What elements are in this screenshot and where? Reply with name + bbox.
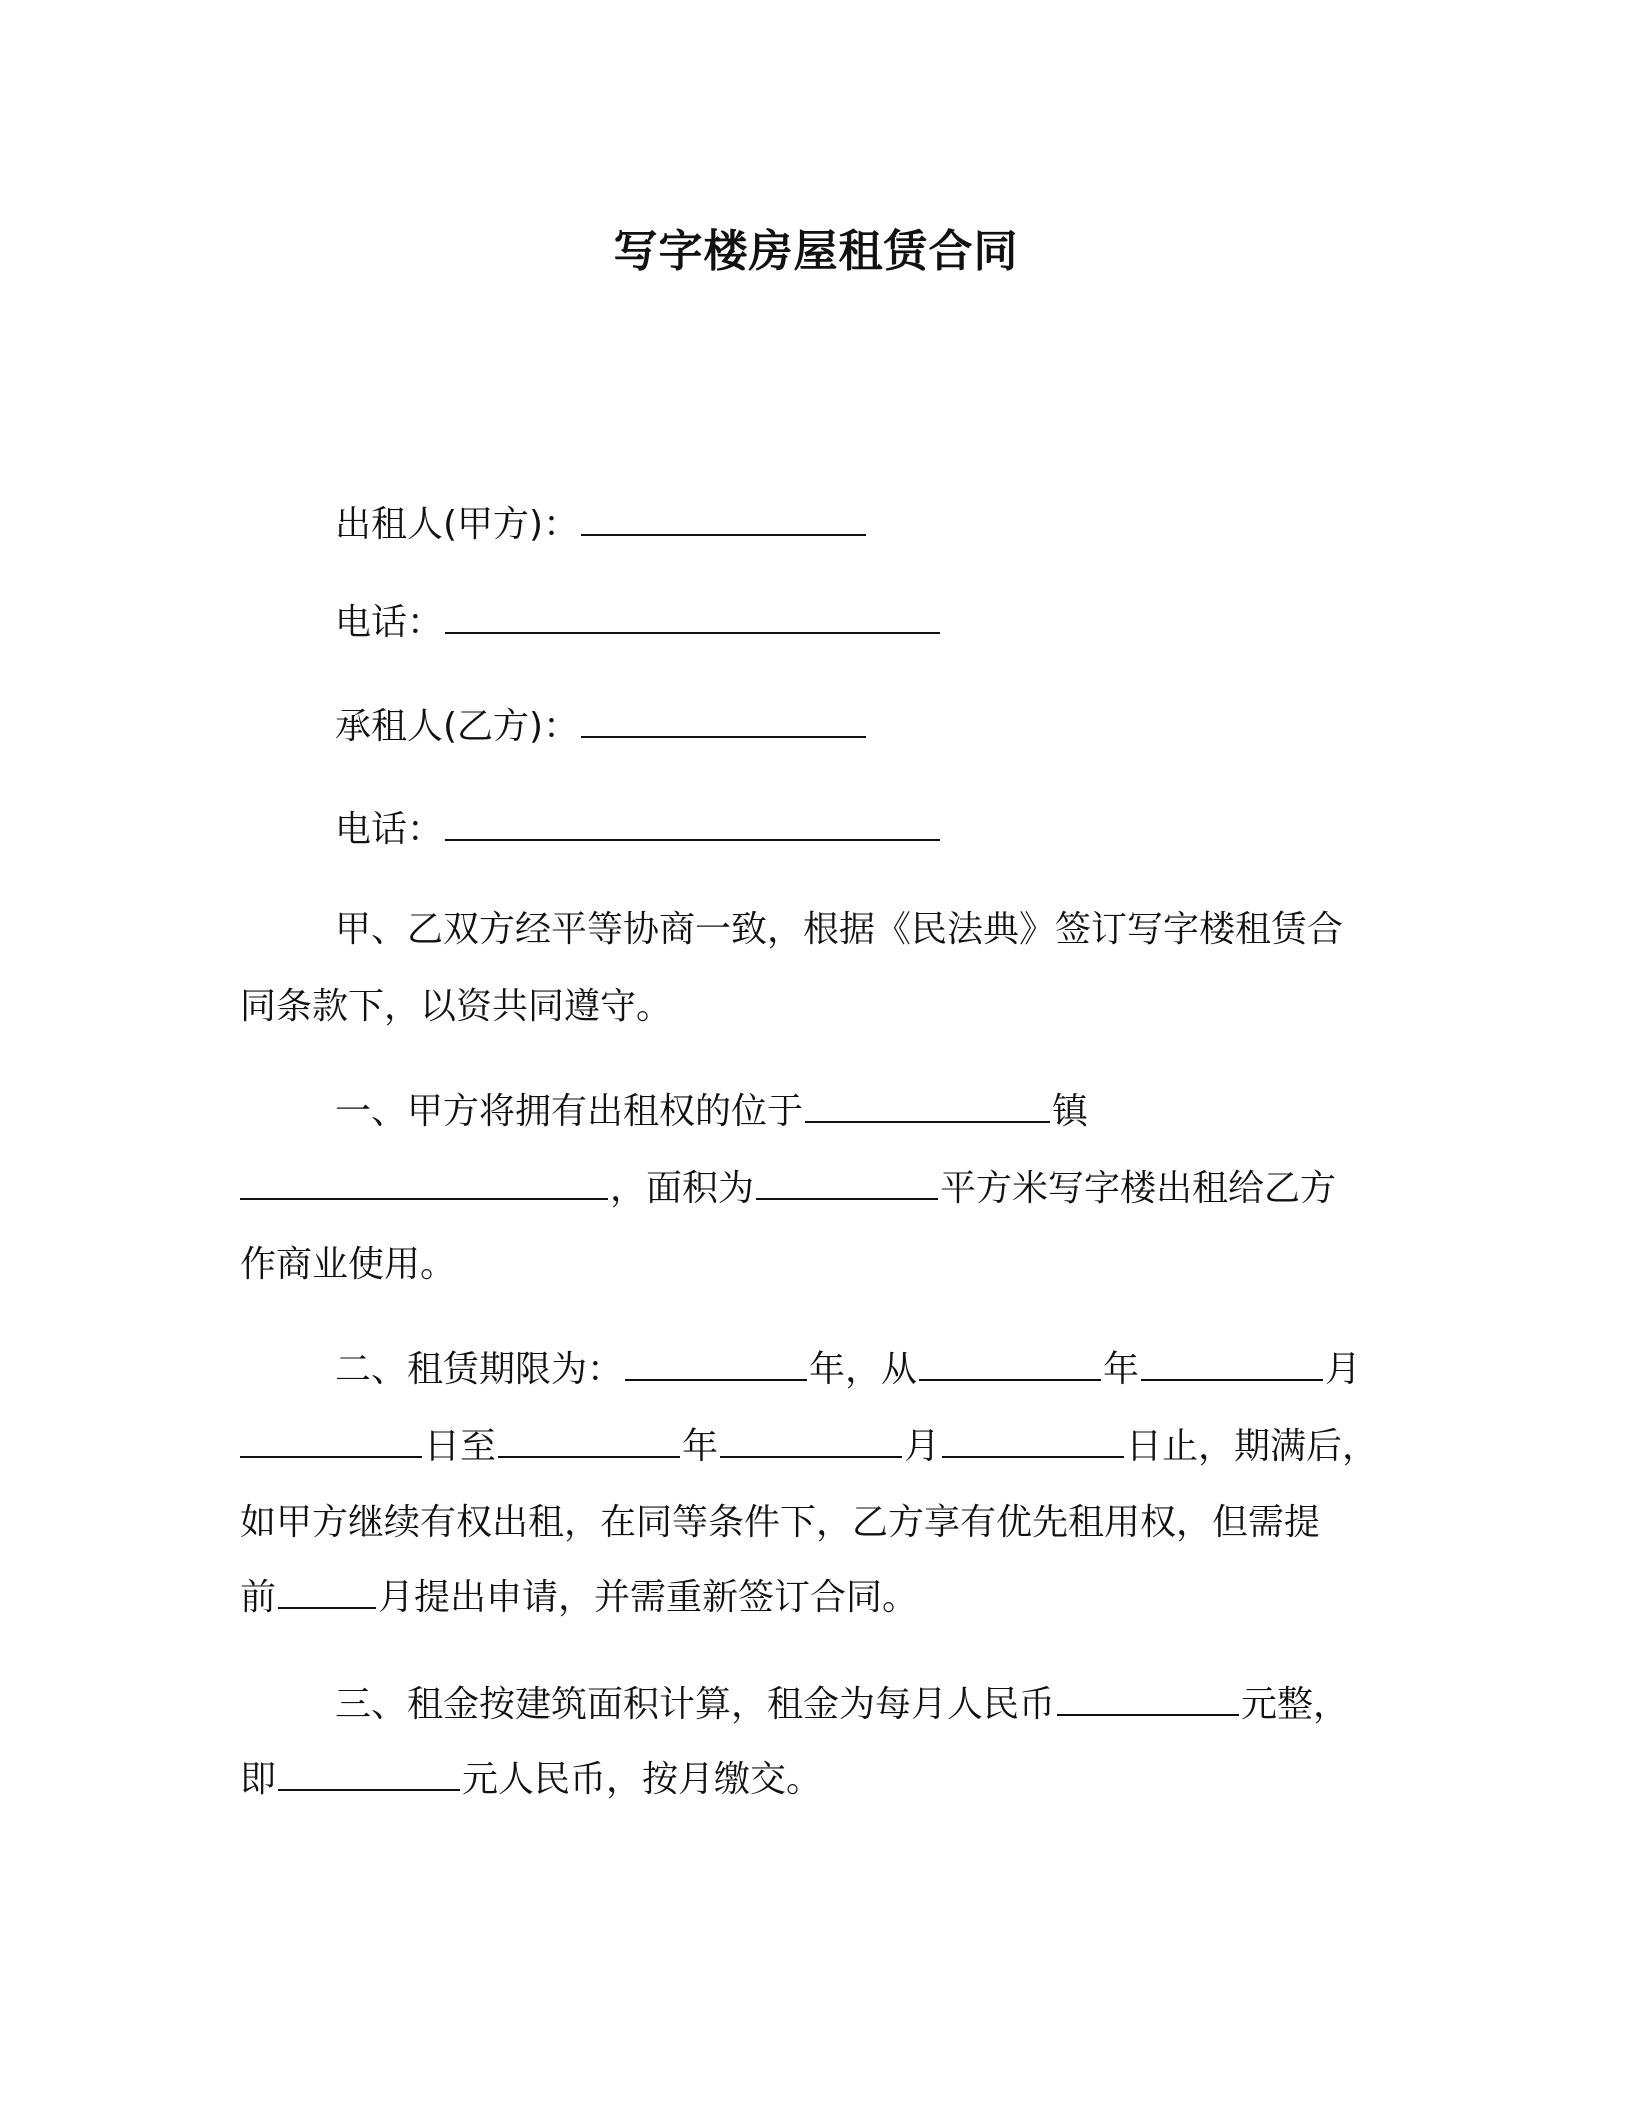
lessor-phone-blank[interactable] bbox=[445, 602, 940, 634]
clause-3-text-b: 元整， bbox=[1241, 1684, 1350, 1725]
town-address-blank[interactable] bbox=[240, 1168, 608, 1200]
clause-2-text-e: 日至 bbox=[424, 1426, 497, 1467]
clause-3-line-1 bbox=[335, 1680, 1349, 1730]
clause-1-line-1 bbox=[335, 1087, 1088, 1137]
clause-2-text-c: 年 bbox=[1103, 1349, 1140, 1390]
clause-2-line-2 bbox=[240, 1422, 1378, 1472]
end-month-blank[interactable] bbox=[720, 1426, 902, 1458]
clause-2-text-a: 二、租赁期限为： bbox=[335, 1349, 624, 1390]
lessee-phone-label: 电话： bbox=[335, 809, 444, 850]
clause-1-line-3: 作商业使用。 bbox=[240, 1244, 457, 1285]
clause-1-text-d: 平方米写字楼出租给乙方 bbox=[940, 1168, 1337, 1209]
lessee-phone-field bbox=[335, 805, 942, 855]
end-day-blank[interactable] bbox=[942, 1426, 1124, 1458]
start-year-blank[interactable] bbox=[919, 1349, 1101, 1381]
clause-2-line-3: 如甲方继续有权出租，在同等条件下，乙方享有优先租用权，但需提 bbox=[240, 1502, 1321, 1543]
start-day-blank[interactable] bbox=[240, 1426, 422, 1458]
clause-2-text-b: 年，从 bbox=[809, 1349, 918, 1390]
term-years-blank[interactable] bbox=[625, 1349, 807, 1381]
clause-2-text-j: 前 bbox=[240, 1577, 277, 1618]
clause-1-text-b: 镇 bbox=[1052, 1091, 1089, 1132]
rent-amount-blank[interactable] bbox=[278, 1759, 460, 1791]
lessor-phone-label: 电话： bbox=[335, 602, 444, 643]
clause-1-text-a: 一、甲方将拥有出租权的位于 bbox=[335, 1091, 804, 1132]
preamble-line-1: 甲、乙双方经平等协商一致，根据《民法典》签订写字楼租赁合 bbox=[335, 909, 1344, 950]
lessor-phone-field bbox=[335, 598, 942, 648]
location-blank[interactable] bbox=[805, 1091, 1050, 1123]
notice-months-blank[interactable] bbox=[278, 1577, 376, 1609]
lessor-label: 出租人(甲方)： bbox=[335, 504, 580, 545]
clause-3-text-c: 即 bbox=[240, 1759, 277, 1800]
lessee-blank[interactable] bbox=[581, 706, 866, 738]
document-title: 写字楼房屋租赁合同 bbox=[613, 226, 1019, 277]
clause-3-text-a: 三、租金按建筑面积计算，租金为每月人民币 bbox=[335, 1684, 1056, 1725]
lessor-field bbox=[335, 500, 868, 550]
lessee-field bbox=[335, 702, 868, 752]
end-year-blank[interactable] bbox=[498, 1426, 680, 1458]
monthly-rent-blank[interactable] bbox=[1057, 1684, 1239, 1716]
clause-1-text-c: ，面积为 bbox=[610, 1168, 755, 1209]
lessee-phone-blank[interactable] bbox=[445, 809, 940, 841]
clause-3-text-d: 元人民币，按月缴交。 bbox=[462, 1759, 823, 1800]
lessee-label: 承租人(乙方)： bbox=[335, 706, 580, 747]
area-blank[interactable] bbox=[756, 1168, 938, 1200]
lessor-blank[interactable] bbox=[581, 504, 866, 536]
clause-2-line-1 bbox=[335, 1345, 1361, 1395]
clause-2-text-h: 日止，期满后， bbox=[1126, 1426, 1379, 1467]
start-month-blank[interactable] bbox=[1141, 1349, 1323, 1381]
clause-3-line-2 bbox=[240, 1755, 822, 1805]
preamble-line-2: 同条款下，以资共同遵守。 bbox=[240, 986, 673, 1027]
clause-2-text-g: 月 bbox=[904, 1426, 941, 1467]
clause-2-text-k: 月提出申请，并需重新签订合同。 bbox=[378, 1577, 919, 1618]
clause-2-text-f: 年 bbox=[682, 1426, 719, 1467]
clause-2-text-d: 月 bbox=[1325, 1349, 1362, 1390]
clause-1-line-2 bbox=[240, 1164, 1336, 1214]
clause-2-line-4 bbox=[240, 1573, 918, 1623]
